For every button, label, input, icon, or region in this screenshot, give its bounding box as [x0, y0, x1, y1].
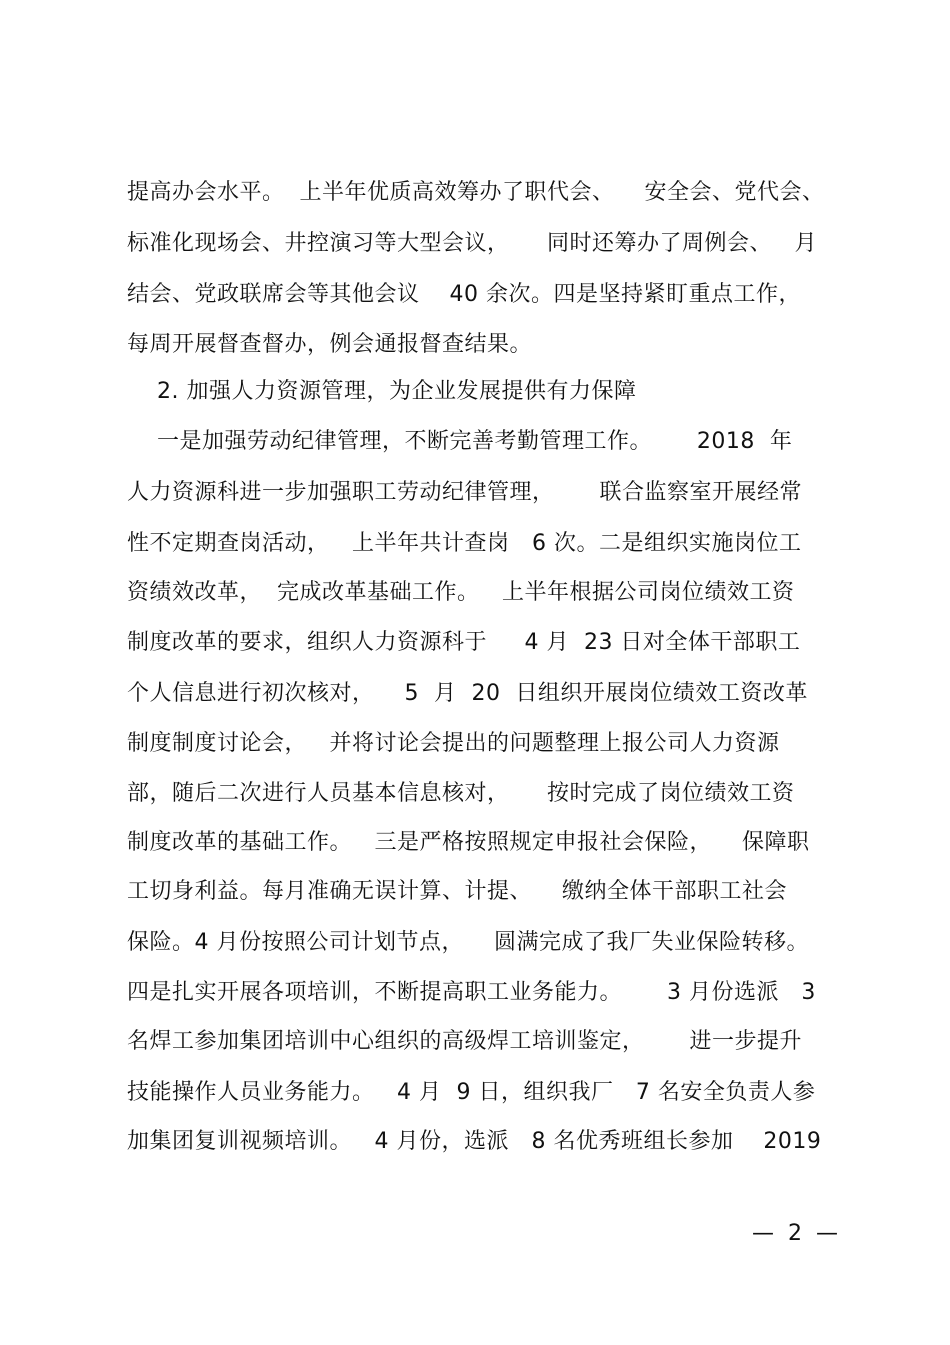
body-text-line: 标准化现场会、井控演习等大型会议， 同时还筹办了周例会、 月 — [127, 231, 817, 256]
body-text-line: 一是加强劳动纪律管理，不断完善考勤管理工作。 2018 年 — [127, 429, 793, 454]
body-text-line: 提高办会水平。 上半年优质高效筹办了职代会、 安全会、党代会、 — [127, 180, 825, 205]
body-text-line: 结会、党政联席会等其他会议 40 余次。四是坚持紧盯重点工作， — [127, 282, 801, 307]
body-text-line: 制度改革的基础工作。 三是严格按照规定申报社会保险， 保障职 — [127, 830, 810, 855]
body-text-line: 四是扎实开展各项培训，不断提高职工业务能力。 3 月份选派 3 — [127, 980, 816, 1005]
body-text-line: 部，随后二次进行人员基本信息核对， 按时完成了岗位绩效工资 — [127, 781, 795, 806]
body-text-line: 工切身利益。每月准确无误计算、计提、 缴纳全体干部职工社会 — [127, 879, 787, 904]
page-number: — 2 — — [752, 1221, 838, 1246]
body-text-line: 技能操作人员业务能力。 4 月 9 日，组织我厂 7 名安全负责人参 — [127, 1080, 816, 1105]
body-text-line: 名焊工参加集团培训中心组织的高级焊工培训鉴定， 进一步提升 — [127, 1029, 802, 1054]
body-text-line: 保险。4 月份按照公司计划节点， 圆满完成了我厂失业保险转移。 — [127, 930, 809, 955]
section-heading: 2. 加强人力资源管理，为企业发展提供有力保障 — [127, 379, 637, 404]
body-text-line: 性不定期查岗活动， 上半年共计查岗 6 次。二是组织实施岗位工 — [127, 531, 802, 556]
body-text-line: 制度制度讨论会， 并将讨论会提出的问题整理上报公司人力资源 — [127, 731, 780, 756]
body-text-line: 资绩效改革， 完成改革基础工作。 上半年根据公司岗位绩效工资 — [127, 580, 795, 605]
body-text-line: 个人信息进行初次核对， 5 月 20 日组织开展岗位绩效工资改革 — [127, 681, 808, 706]
body-text-line: 每周开展督查督办，例会通报督查结果。 — [127, 332, 533, 357]
body-text-line: 人力资源科进一步加强职工劳动纪律管理， 联合监察室开展经常 — [127, 480, 802, 505]
body-text-line: 制度改革的要求，组织人力资源科于 4 月 23 日对全体干部职工 — [127, 630, 801, 655]
body-text-line: 加集团复训视频培训。 4 月份，选派 8 名优秀班组长参加 2019 — [127, 1129, 822, 1154]
